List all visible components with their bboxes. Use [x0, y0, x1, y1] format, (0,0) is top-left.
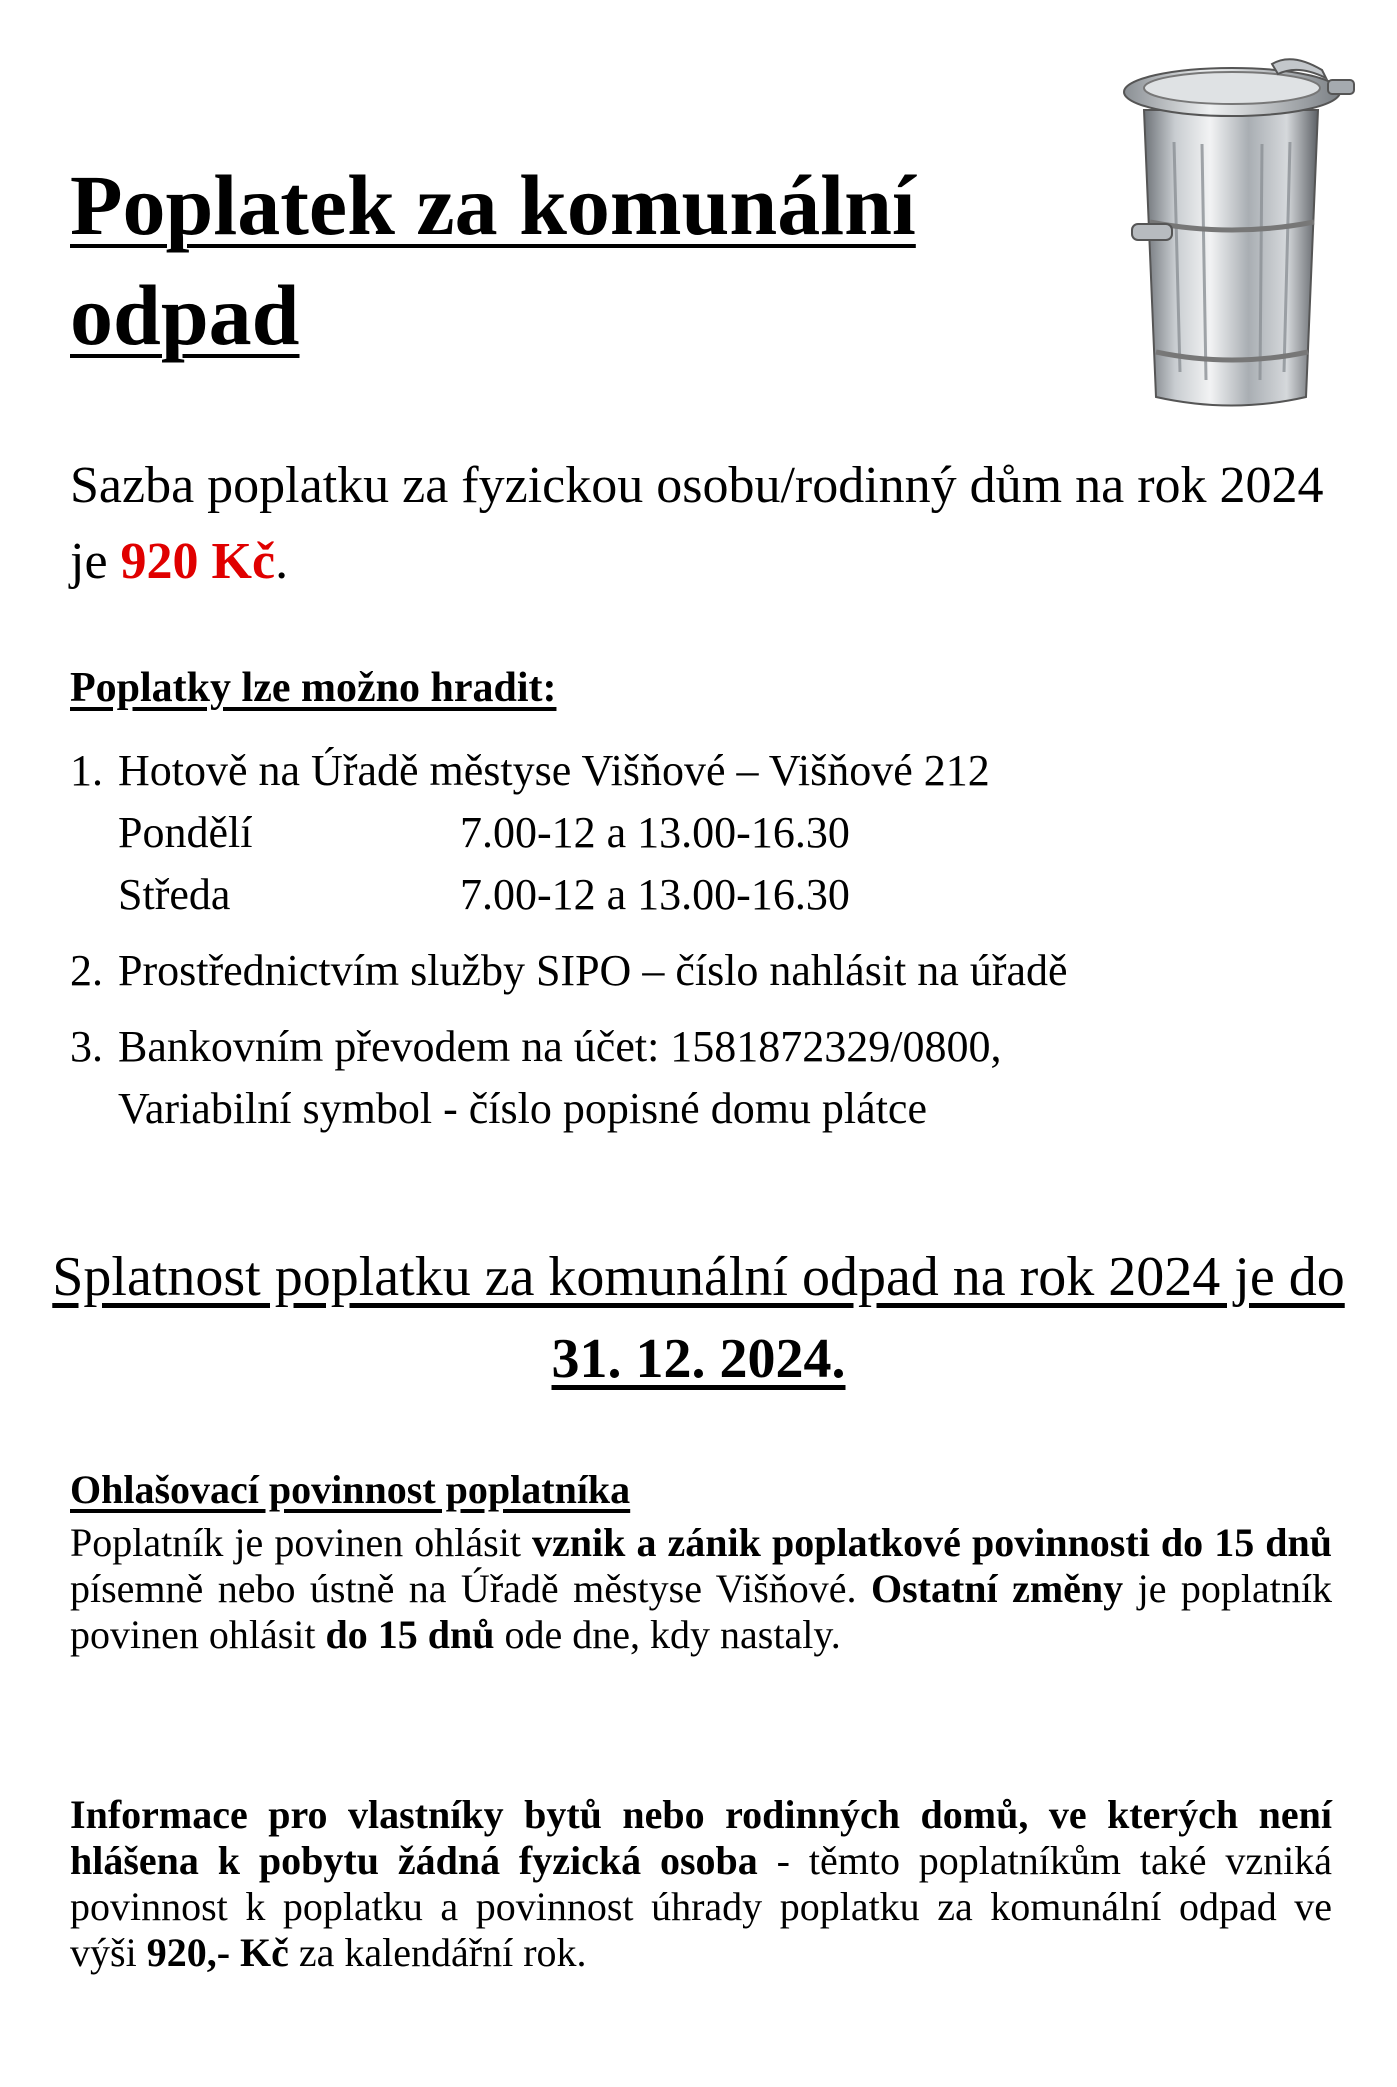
paragraph-text: písemně nebo ústně na Úřadě městyse Višňové. — [70, 1566, 871, 1611]
paragraph-text: - těmto poplatníkům také vzniká povinnost k poplatku a povinnost úhrady poplatku za komunální odpad ve výši — [70, 1838, 1332, 1975]
rate-text: Sazba poplatku za fyzickou osobu/rodinný dům na rok 2024 je — [70, 457, 1324, 590]
trash-bin-icon — [1122, 52, 1360, 420]
payment-method-sipo — [70, 940, 1350, 1002]
method-text: Prostřednictvím služby SIPO – číslo nahlásit na úřadě — [118, 946, 1068, 995]
hours-day: Pondělí — [118, 808, 253, 857]
hours-day: Středa — [118, 870, 231, 919]
paragraph-bold: Informace pro vlastníky bytů nebo rodinných domů, ve kterých není hlášena k pobytu žádná fyzická osoba — [70, 1792, 1332, 1883]
list-number: 1. — [70, 746, 103, 795]
paragraph-bold: do 15 dnů — [325, 1612, 495, 1657]
rate-price: 920 Kč — [120, 533, 276, 590]
payment-method-bank — [70, 1016, 1350, 1140]
rate-text-end: . — [275, 533, 289, 590]
payment-method-cash — [70, 740, 1350, 926]
list-number: 2. — [70, 946, 103, 995]
office-hours — [118, 802, 990, 926]
paragraph-bold: 920,- Kč — [146, 1930, 289, 1975]
method-text-variable-symbol: Variabilní symbol - číslo popisné domu plátce — [118, 1084, 927, 1133]
due-date: 31. 12. 2024. — [551, 1328, 846, 1390]
method-text: Bankovním převodem na účet: 1581872329/0800, — [118, 1022, 1002, 1071]
due-text: Splatnost poplatku za komunální odpad na rok 2024 je do — [52, 1246, 1345, 1308]
payment-methods-list — [70, 740, 1350, 1140]
rate-statement — [70, 448, 1330, 600]
owners-info-paragraph — [70, 1792, 1332, 1976]
list-number: 3. — [70, 1022, 103, 1071]
notification-heading: Ohlašovací povinnost poplatníka — [70, 1467, 631, 1512]
paragraph-text: ode dne, kdy nastaly. — [494, 1612, 841, 1657]
paragraph-bold: vznik a zánik poplatkové povinnosti do 15 dnů — [532, 1520, 1333, 1565]
due-date-statement — [40, 1236, 1357, 1400]
method-text: Hotově na Úřadě městyse Višňové – Višňové 212 — [118, 746, 990, 795]
page-title: Poplatek za komunální odpad — [70, 157, 916, 363]
notification-paragraph — [70, 1520, 1332, 1658]
paragraph-bold: Ostatní změny — [870, 1566, 1124, 1611]
paragraph-text: je poplatník povinen ohlásit — [70, 1566, 1332, 1657]
hours-time: 7.00-12 a 13.00-16.30 — [460, 808, 850, 857]
hours-time: 7.00-12 a 13.00-16.30 — [460, 870, 850, 919]
payment-heading: Poplatky lze možno hradit: — [70, 665, 557, 711]
paragraph-text: za kalendářní rok. — [288, 1930, 587, 1975]
paragraph-text: Poplatník je povinen ohlásit — [70, 1520, 533, 1565]
